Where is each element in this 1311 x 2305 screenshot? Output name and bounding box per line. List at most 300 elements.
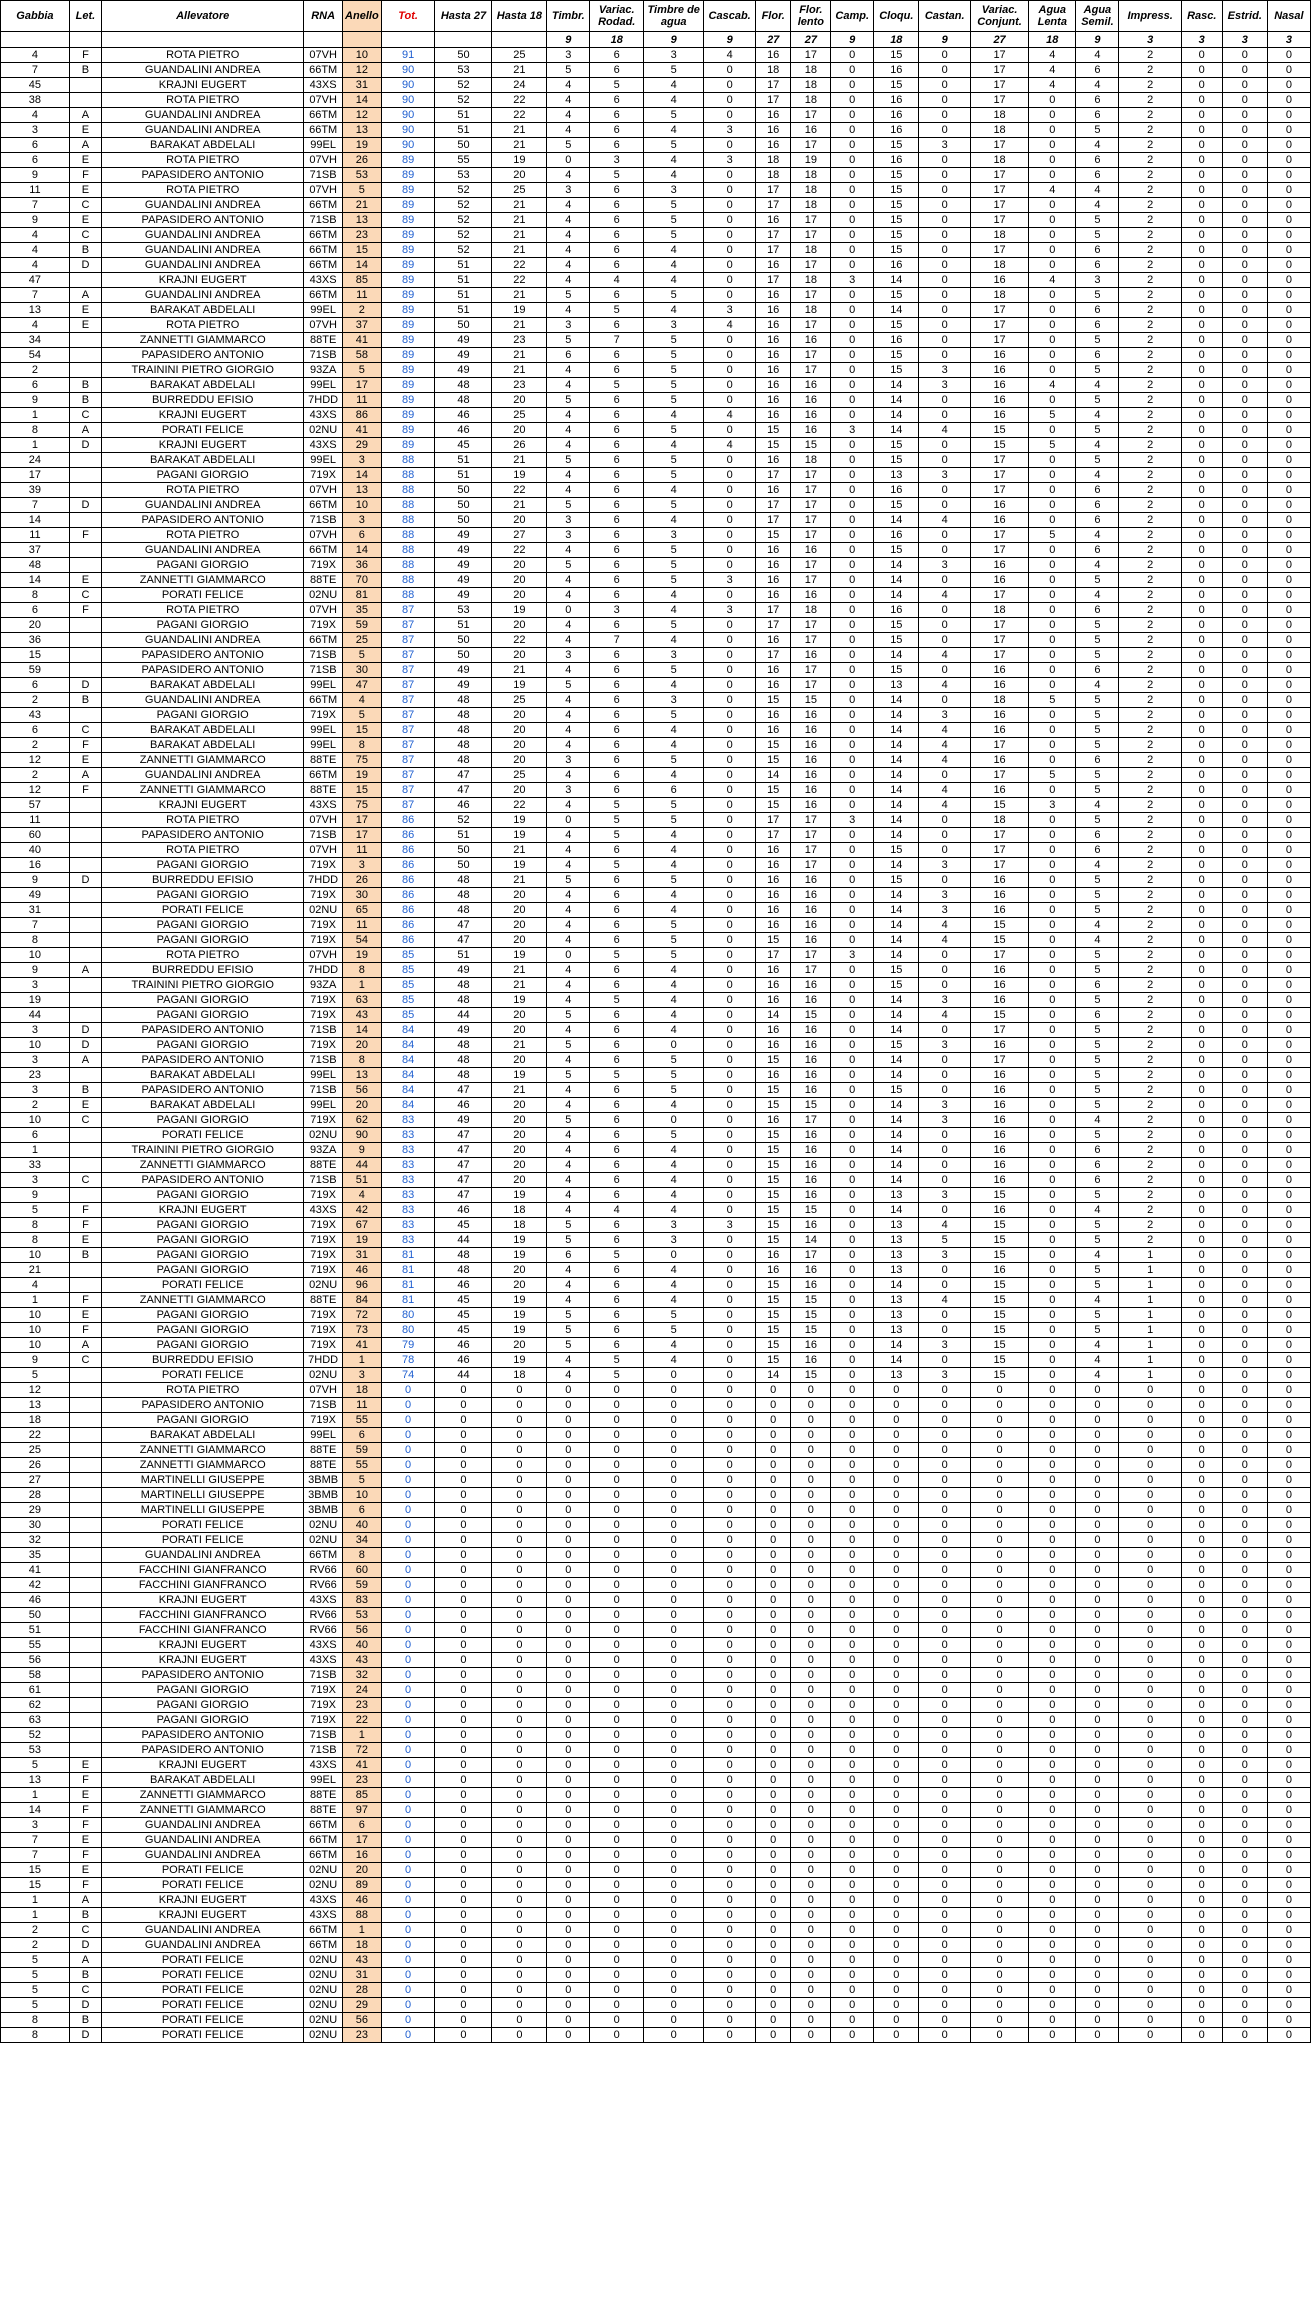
- table-cell: 15: [874, 363, 919, 378]
- table-cell: PAPASIDERO ANTONIO: [102, 1743, 304, 1758]
- table-cell: 719X: [304, 618, 343, 633]
- table-cell: 5: [644, 873, 704, 888]
- table-cell: 0: [1181, 543, 1222, 558]
- table-cell: 40: [343, 1518, 382, 1533]
- table-cell: C: [69, 198, 101, 213]
- table-cell: 4: [644, 1008, 704, 1023]
- table-cell: 16: [874, 258, 919, 273]
- table-cell: 6: [590, 738, 644, 753]
- table-cell: 4: [1029, 48, 1076, 63]
- table-cell: 0: [919, 543, 971, 558]
- table-cell: 5: [644, 213, 704, 228]
- table-cell: 16: [791, 1218, 831, 1233]
- table-row: [1, 1473, 1311, 1488]
- table-cell: 20: [492, 393, 547, 408]
- table-cell: 4: [704, 318, 756, 333]
- table-cell: 0: [1267, 1038, 1310, 1053]
- table-cell: 0: [791, 1983, 831, 1998]
- table-cell: 0: [381, 1893, 435, 1908]
- table-cell: 15: [874, 963, 919, 978]
- table-cell: E: [69, 1863, 101, 1878]
- table-cell: 81: [381, 1248, 435, 1263]
- table-row: [1, 438, 1311, 453]
- table-cell: 14: [874, 1173, 919, 1188]
- table-cell: 3: [919, 708, 971, 723]
- table-cell: 4: [547, 1098, 590, 1113]
- table-cell: 17: [755, 813, 790, 828]
- column-max-score: [435, 32, 492, 48]
- table-cell: 2: [1119, 1218, 1181, 1233]
- table-cell: 90: [381, 78, 435, 93]
- table-cell: 0: [791, 1608, 831, 1623]
- table-cell: 5: [590, 813, 644, 828]
- table-cell: E: [69, 1758, 101, 1773]
- table-cell: 5: [343, 183, 382, 198]
- table-cell: 0: [831, 63, 874, 78]
- table-cell: 0: [919, 978, 971, 993]
- table-cell: 0: [919, 108, 971, 123]
- table-cell: 0: [874, 1518, 919, 1533]
- table-cell: 0: [919, 1083, 971, 1098]
- table-cell: 0: [1181, 1953, 1222, 1968]
- table-cell: 2: [1, 1098, 70, 1113]
- table-cell: 719X: [304, 858, 343, 873]
- table-cell: 47: [435, 783, 492, 798]
- table-cell: 0: [1181, 1128, 1222, 1143]
- table-cell: 52: [1, 1728, 70, 1743]
- table-cell: 0: [381, 1788, 435, 1803]
- table-cell: 4: [644, 78, 704, 93]
- table-cell: 17: [791, 483, 831, 498]
- table-cell: 17: [791, 963, 831, 978]
- table-cell: 0: [1029, 1368, 1076, 1383]
- table-cell: 17: [971, 483, 1029, 498]
- table-cell: 0: [1181, 468, 1222, 483]
- table-cell: 4: [644, 123, 704, 138]
- table-cell: 0: [644, 1638, 704, 1653]
- table-cell: [69, 1188, 101, 1203]
- table-cell: C: [69, 1113, 101, 1128]
- table-cell: 0: [1267, 573, 1310, 588]
- table-cell: 71SB: [304, 1053, 343, 1068]
- table-cell: 2: [1119, 258, 1181, 273]
- table-cell: 0: [1267, 1713, 1310, 1728]
- table-cell: 0: [831, 1998, 874, 2013]
- table-cell: 11: [1, 183, 70, 198]
- table-cell: 0: [1119, 1443, 1181, 1458]
- table-cell: 11: [1, 813, 70, 828]
- table-cell: 5: [1076, 693, 1119, 708]
- table-cell: 02NU: [304, 588, 343, 603]
- table-cell: PORATI FELICE: [102, 1533, 304, 1548]
- table-cell: 0: [704, 1653, 756, 1668]
- table-cell: 0: [1076, 1953, 1119, 1968]
- table-cell: 4: [547, 1053, 590, 1068]
- table-cell: BURREDDU EFISIO: [102, 1353, 304, 1368]
- table-cell: 4: [547, 378, 590, 393]
- table-cell: 0: [831, 1548, 874, 1563]
- table-cell: 0: [704, 1158, 756, 1173]
- table-cell: 3: [704, 603, 756, 618]
- table-cell: D: [69, 258, 101, 273]
- table-cell: 0: [1181, 498, 1222, 513]
- table-cell: 0: [919, 1383, 971, 1398]
- table-cell: 1: [1119, 1323, 1181, 1338]
- table-cell: [69, 1638, 101, 1653]
- table-cell: 46: [343, 1893, 382, 1908]
- table-cell: 0: [1119, 1668, 1181, 1683]
- table-cell: 0: [1222, 63, 1267, 78]
- table-cell: 0: [435, 1413, 492, 1428]
- table-cell: 20: [343, 1098, 382, 1113]
- table-cell: 49: [435, 588, 492, 603]
- table-cell: 17: [791, 213, 831, 228]
- table-cell: 0: [435, 1878, 492, 1893]
- table-cell: 0: [644, 1938, 704, 1953]
- table-cell: 6: [1076, 1008, 1119, 1023]
- table-cell: 4: [1076, 78, 1119, 93]
- table-cell: 19: [343, 948, 382, 963]
- table-cell: 0: [381, 1698, 435, 1713]
- table-row: [1, 318, 1311, 333]
- table-cell: 99EL: [304, 678, 343, 693]
- table-cell: 0: [1222, 1623, 1267, 1638]
- table-cell: 5: [590, 1068, 644, 1083]
- table-cell: 0: [704, 903, 756, 918]
- table-cell: 0: [1222, 1563, 1267, 1578]
- table-cell: 16: [755, 843, 790, 858]
- table-cell: 5: [1076, 423, 1119, 438]
- table-cell: 0: [547, 1653, 590, 1668]
- table-cell: 0: [1181, 783, 1222, 798]
- table-cell: ZANNETTI GIAMMARCO: [102, 573, 304, 588]
- table-cell: 33: [1, 1158, 70, 1173]
- table-cell: 15: [755, 1233, 790, 1248]
- table-cell: 0: [1267, 453, 1310, 468]
- table-cell: 20: [492, 1008, 547, 1023]
- table-cell: RV66: [304, 1578, 343, 1593]
- table-cell: 0: [1181, 1518, 1222, 1533]
- table-cell: GUANDALINI ANDREA: [102, 543, 304, 558]
- table-cell: 0: [831, 1608, 874, 1623]
- table-cell: 5: [644, 363, 704, 378]
- table-row: [1, 873, 1311, 888]
- table-cell: 0: [1267, 858, 1310, 873]
- table-row: [1, 978, 1311, 993]
- table-cell: 0: [919, 1068, 971, 1083]
- table-cell: 20: [492, 1143, 547, 1158]
- table-cell: 0: [1029, 1668, 1076, 1683]
- table-cell: 0: [590, 1518, 644, 1533]
- table-cell: 5: [1076, 903, 1119, 918]
- table-cell: 90: [381, 63, 435, 78]
- table-cell: 3: [343, 1368, 382, 1383]
- table-cell: 0: [755, 1968, 790, 1983]
- table-cell: B: [69, 693, 101, 708]
- table-cell: 0: [791, 1863, 831, 1878]
- table-cell: 0: [704, 1548, 756, 1563]
- table-cell: 0: [1181, 378, 1222, 393]
- table-cell: 0: [1222, 1338, 1267, 1353]
- table-cell: 17: [791, 48, 831, 63]
- table-cell: 0: [704, 1518, 756, 1533]
- table-cell: BURREDDU EFISIO: [102, 873, 304, 888]
- table-cell: 14: [874, 858, 919, 873]
- table-cell: 0: [874, 1413, 919, 1428]
- table-cell: 0: [704, 513, 756, 528]
- table-cell: 16: [874, 123, 919, 138]
- table-cell: 0: [1222, 1803, 1267, 1818]
- table-cell: BARAKAT ABDELALI: [102, 723, 304, 738]
- table-cell: 0: [755, 1743, 790, 1758]
- table-cell: 0: [1029, 333, 1076, 348]
- table-cell: 0: [1076, 1683, 1119, 1698]
- table-row: [1, 198, 1311, 213]
- table-cell: 0: [831, 1038, 874, 1053]
- table-cell: 0: [704, 1293, 756, 1308]
- table-cell: 0: [1029, 228, 1076, 243]
- table-cell: 16: [791, 873, 831, 888]
- table-cell: 86: [381, 933, 435, 948]
- table-cell: 0: [1119, 1458, 1181, 1473]
- table-cell: 50: [435, 48, 492, 63]
- table-cell: 44: [343, 1158, 382, 1173]
- table-cell: 0: [704, 1098, 756, 1113]
- table-cell: 2: [1, 363, 70, 378]
- table-cell: 0: [1119, 1773, 1181, 1788]
- table-cell: [69, 813, 101, 828]
- table-row: [1, 1308, 1311, 1323]
- table-cell: 0: [831, 1218, 874, 1233]
- table-cell: 22: [1, 1428, 70, 1443]
- table-cell: 13: [343, 483, 382, 498]
- table-cell: 21: [492, 228, 547, 243]
- table-cell: 47: [435, 933, 492, 948]
- table-cell: 0: [1222, 723, 1267, 738]
- table-cell: F: [69, 1803, 101, 1818]
- table-cell: 0: [1181, 1758, 1222, 1773]
- table-cell: 89: [381, 168, 435, 183]
- table-cell: 0: [1267, 1113, 1310, 1128]
- table-cell: FACCHINI GIANFRANCO: [102, 1623, 304, 1638]
- table-cell: 83: [381, 1173, 435, 1188]
- table-cell: 43XS: [304, 438, 343, 453]
- table-cell: 17: [791, 513, 831, 528]
- table-cell: 14: [874, 378, 919, 393]
- table-cell: 0: [919, 873, 971, 888]
- table-cell: 19: [492, 993, 547, 1008]
- table-cell: 0: [1029, 1533, 1076, 1548]
- table-cell: 0: [831, 1803, 874, 1818]
- table-cell: 0: [831, 708, 874, 723]
- table-cell: 0: [590, 1803, 644, 1818]
- table-cell: 3: [831, 813, 874, 828]
- table-cell: 0: [1222, 78, 1267, 93]
- table-cell: 0: [971, 1428, 1029, 1443]
- table-cell: 5: [1076, 738, 1119, 753]
- table-cell: 4: [547, 78, 590, 93]
- table-cell: 0: [704, 1833, 756, 1848]
- table-cell: 0: [1222, 498, 1267, 513]
- table-cell: [69, 1533, 101, 1548]
- table-cell: 2: [1119, 1038, 1181, 1053]
- table-cell: 4: [547, 483, 590, 498]
- column-max-score: 27: [971, 32, 1029, 48]
- table-cell: 0: [590, 1908, 644, 1923]
- table-cell: 0: [644, 2028, 704, 2043]
- table-cell: [69, 903, 101, 918]
- table-cell: 0: [1267, 813, 1310, 828]
- table-cell: 17: [971, 768, 1029, 783]
- table-cell: 17: [971, 738, 1029, 753]
- table-cell: 0: [1029, 318, 1076, 333]
- table-cell: 6: [1, 1128, 70, 1143]
- table-cell: 3: [590, 603, 644, 618]
- table-cell: [69, 468, 101, 483]
- table-cell: 2: [1119, 783, 1181, 798]
- table-cell: 50: [435, 483, 492, 498]
- table-cell: 0: [1076, 1653, 1119, 1668]
- table-cell: 0: [919, 1278, 971, 1293]
- table-cell: 1: [1, 438, 70, 453]
- table-row: [1, 138, 1311, 153]
- table-row: [1, 1998, 1311, 2013]
- table-cell: 0: [831, 693, 874, 708]
- table-cell: 0: [1267, 1308, 1310, 1323]
- table-cell: 0: [1181, 978, 1222, 993]
- table-cell: 0: [1222, 1728, 1267, 1743]
- table-cell: 0: [831, 1308, 874, 1323]
- table-cell: 16: [791, 1083, 831, 1098]
- table-cell: 48: [435, 1263, 492, 1278]
- table-cell: 50: [435, 318, 492, 333]
- table-cell: 0: [831, 1488, 874, 1503]
- table-cell: 4: [1076, 1203, 1119, 1218]
- table-cell: 59: [343, 1578, 382, 1593]
- table-cell: 6: [1076, 153, 1119, 168]
- table-cell: 16: [874, 603, 919, 618]
- table-cell: 0: [971, 1818, 1029, 1833]
- table-cell: 0: [1222, 348, 1267, 363]
- table-cell: 15: [971, 1008, 1029, 1023]
- table-cell: 0: [791, 1773, 831, 1788]
- table-cell: 4: [919, 678, 971, 693]
- table-cell: 5: [1076, 768, 1119, 783]
- table-cell: 0: [704, 1248, 756, 1263]
- table-cell: 0: [1076, 1413, 1119, 1428]
- table-cell: 6: [1076, 978, 1119, 993]
- table-cell: 47: [435, 1188, 492, 1203]
- table-cell: 93ZA: [304, 363, 343, 378]
- table-cell: 0: [704, 1398, 756, 1413]
- table-cell: 14: [874, 648, 919, 663]
- table-cell: 0: [492, 1908, 547, 1923]
- table-cell: 3: [704, 153, 756, 168]
- table-cell: 07VH: [304, 48, 343, 63]
- table-cell: 16: [791, 933, 831, 948]
- table-cell: 0: [1222, 1863, 1267, 1878]
- table-cell: 13: [874, 468, 919, 483]
- table-cell: 0: [1267, 1728, 1310, 1743]
- table-cell: 16: [791, 1158, 831, 1173]
- table-cell: 0: [791, 1713, 831, 1728]
- table-cell: 719X: [304, 558, 343, 573]
- table-cell: 5: [644, 543, 704, 558]
- table-cell: 0: [547, 1473, 590, 1488]
- table-cell: 6: [590, 63, 644, 78]
- table-cell: 2: [1119, 498, 1181, 513]
- table-cell: 20: [492, 708, 547, 723]
- table-cell: 17: [343, 828, 382, 843]
- table-cell: F: [69, 1323, 101, 1338]
- table-cell: 0: [1267, 1833, 1310, 1848]
- table-cell: 0: [1181, 1848, 1222, 1863]
- table-cell: PAPASIDERO ANTONIO: [102, 168, 304, 183]
- table-cell: 0: [1029, 918, 1076, 933]
- table-cell: 16: [791, 123, 831, 138]
- table-cell: 0: [1222, 1593, 1267, 1608]
- table-cell: 0: [590, 1878, 644, 1893]
- table-cell: 4: [547, 633, 590, 648]
- table-cell: 0: [1222, 303, 1267, 318]
- table-cell: 4: [644, 603, 704, 618]
- table-cell: 0: [971, 1863, 1029, 1878]
- table-cell: 0: [492, 1533, 547, 1548]
- table-cell: PORATI FELICE: [102, 1878, 304, 1893]
- table-cell: 18: [791, 78, 831, 93]
- table-cell: 0: [1267, 663, 1310, 678]
- table-cell: 15: [755, 1293, 790, 1308]
- table-row: [1, 423, 1311, 438]
- table-cell: 0: [831, 1848, 874, 1863]
- table-cell: 16: [755, 408, 790, 423]
- table-cell: 0: [1267, 708, 1310, 723]
- table-cell: 3: [547, 318, 590, 333]
- table-cell: 0: [919, 1488, 971, 1503]
- table-cell: 16: [755, 1068, 790, 1083]
- table-cell: 7: [590, 333, 644, 348]
- table-cell: 0: [1267, 1788, 1310, 1803]
- table-cell: 4: [644, 1158, 704, 1173]
- table-cell: 8: [1, 1233, 70, 1248]
- table-cell: 0: [1181, 63, 1222, 78]
- table-cell: 6: [590, 258, 644, 273]
- table-cell: 0: [1222, 738, 1267, 753]
- table-cell: TRAININI PIETRO GIORGIO: [102, 1143, 304, 1158]
- table-cell: E: [69, 153, 101, 168]
- table-cell: 0: [1267, 1503, 1310, 1518]
- table-cell: 0: [1029, 1728, 1076, 1743]
- table-cell: [69, 633, 101, 648]
- table-cell: 0: [919, 1923, 971, 1938]
- table-cell: 0: [1267, 1968, 1310, 1983]
- table-cell: E: [69, 123, 101, 138]
- table-cell: F: [69, 168, 101, 183]
- table-cell: PORATI FELICE: [102, 1983, 304, 1998]
- table-cell: 0: [831, 1008, 874, 1023]
- table-cell: E: [69, 1233, 101, 1248]
- table-cell: 2: [1119, 63, 1181, 78]
- table-cell: 16: [755, 588, 790, 603]
- table-cell: 0: [1181, 903, 1222, 918]
- table-cell: 0: [1267, 1923, 1310, 1938]
- table-cell: GUANDALINI ANDREA: [102, 198, 304, 213]
- table-cell: 49: [435, 1113, 492, 1128]
- table-cell: 17: [755, 78, 790, 93]
- table-cell: 88: [381, 483, 435, 498]
- table-cell: 1: [1119, 1248, 1181, 1263]
- table-cell: 3: [343, 858, 382, 873]
